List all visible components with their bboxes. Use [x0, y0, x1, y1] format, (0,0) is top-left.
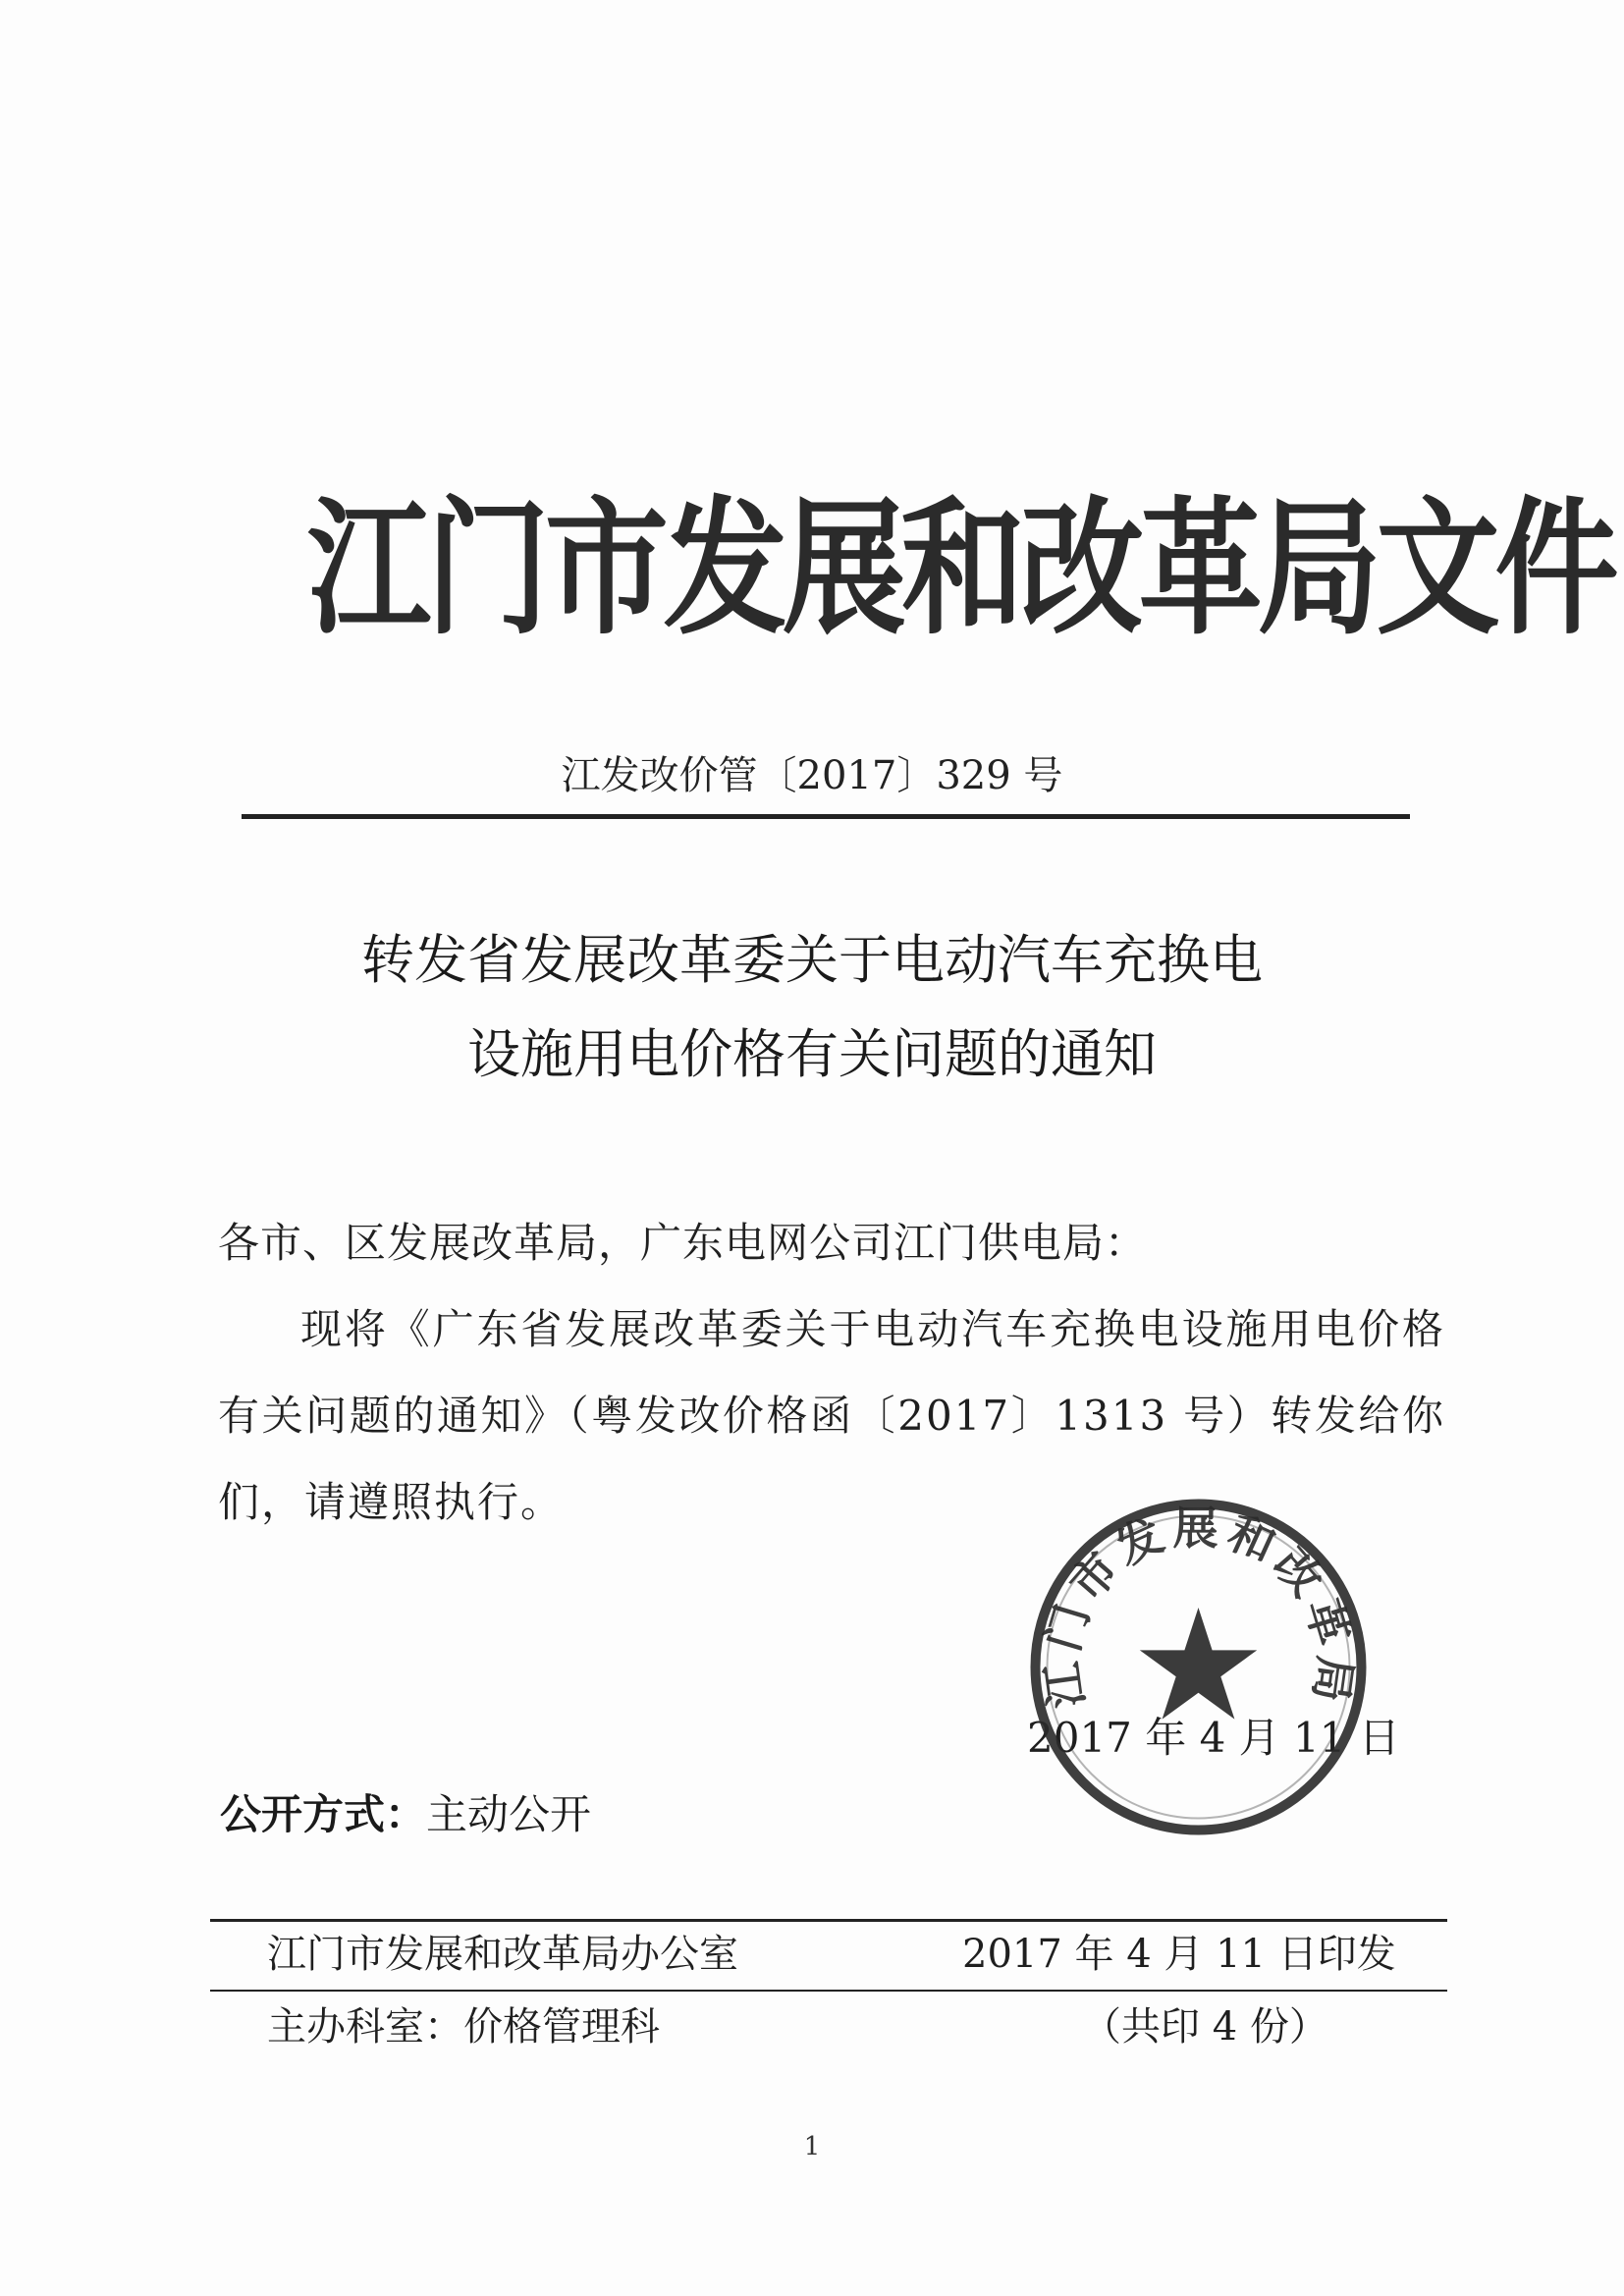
footer-issue-row	[267, 1925, 1396, 1984]
footer-issue-date: 2017 年 4 月 11 日印发	[962, 1932, 1396, 1977]
footer-issuer: 江门市发展和改革局办公室	[267, 1932, 738, 1977]
salutation: 各市、区发展改革局，广东电网公司江门供电局：	[218, 1219, 1148, 1267]
footer-department: 主办科室：价格管理科	[267, 2004, 660, 2050]
document-title	[196, 913, 1428, 1102]
org-header-title: 江门市发展和改革局文件	[306, 484, 1614, 655]
footer-top-divider	[210, 1919, 1447, 1922]
footer-department-row	[267, 1997, 1396, 2056]
seal-text: 江门市发展和改革局	[1034, 1502, 1363, 1712]
official-seal	[1029, 1498, 1368, 1836]
disclosure-value: 主动公开	[426, 1790, 592, 1838]
page-number: 1	[803, 2132, 821, 2161]
document-number: 江发改价管〔2017〕329 号	[561, 753, 1063, 798]
title-line-2: 设施用电价格有关问题的通知	[467, 1023, 1157, 1085]
title-line-1: 转发省发展改革委关于电动汽车充换电	[361, 929, 1263, 991]
disclosure-line	[220, 1785, 591, 1844]
footer-middle-divider	[210, 1990, 1447, 1992]
body-paragraph: 现将《广东省发展改革委关于电动汽车充换电设施用电价格有关问题的通知》（粤发改价格函〔2017〕1313 号）转发给你们，请遵照执行。	[218, 1305, 1445, 1526]
disclosure-label: 公开方式：	[220, 1790, 427, 1838]
footer-copies: （共印 4 份）	[1082, 2004, 1328, 2050]
seal-star-icon	[1140, 1608, 1257, 1720]
header-divider	[242, 814, 1410, 819]
body-text	[218, 1200, 1445, 1546]
signature-date: 2017 年 4 月 11 日	[1027, 1714, 1400, 1762]
